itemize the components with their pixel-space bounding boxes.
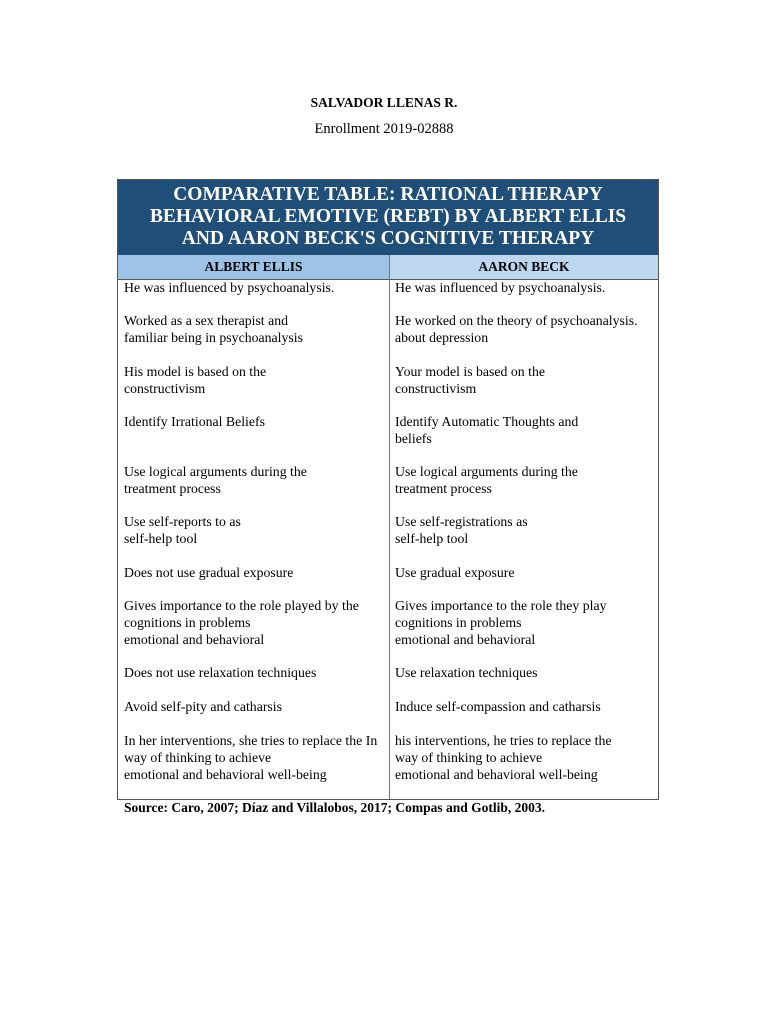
author-name: SALVADOR LLENAS R. (310, 95, 458, 110)
table-cell-beck (395, 514, 528, 548)
cell-line: Gives importance to the role they play (395, 598, 607, 613)
cell-line: Use self-reports to as (124, 514, 241, 529)
cell-line: emotional and behavioral (124, 631, 265, 647)
table-title-line: BEHAVIORAL EMOTIVE (REBT) BY ALBERT ELLIS (149, 206, 627, 227)
cell-line: He worked on the theory of psychoanalysis. (395, 313, 638, 328)
table-cell-ellis (124, 565, 293, 582)
cell-line: way of thinking to achieve (395, 749, 543, 765)
cell-line: Worked as a sex therapist and (124, 313, 289, 328)
table-cell-beck (395, 733, 611, 783)
cell-line: Avoid self-pity and catharsis (124, 699, 282, 714)
cell-line: In her interventions, she tries to replace the In (124, 733, 378, 748)
cell-line: cognitions in problems (124, 614, 251, 630)
cell-line: His model is based on the (124, 364, 267, 379)
table-title-line: COMPARATIVE TABLE: RATIONAL THERAPY (173, 184, 603, 205)
cell-line: emotional and behavioral well-being (395, 766, 598, 782)
cell-line: Does not use gradual exposure (124, 565, 294, 580)
cell-line: self-help tool (395, 530, 469, 546)
table-cell-beck (395, 364, 545, 398)
table-cell-beck (395, 313, 638, 347)
table-cell-ellis (124, 414, 265, 431)
cell-line: Use relaxation techniques (395, 665, 538, 680)
cell-line: Use self-registrations as (395, 514, 528, 529)
column-header-ellis: ALBERT ELLIS (118, 255, 389, 280)
cell-line: treatment process (395, 480, 492, 496)
table-cell-beck (395, 598, 607, 648)
cell-line: treatment process (124, 480, 221, 496)
cell-line: Identify Irrational Beliefs (124, 414, 265, 429)
cell-line: Your model is based on the (395, 364, 545, 379)
table-cell-ellis (124, 364, 266, 398)
column-header-beck: AARON BECK (390, 255, 658, 280)
cell-line: way of thinking to achieve (124, 749, 272, 765)
cell-line: familiar being in psychoanalysis (124, 329, 303, 345)
table-title-line: AND AARON BECK'S COGNITIVE THERAPY (181, 228, 595, 249)
table-cell-beck (395, 699, 601, 716)
cell-line: constructivism (395, 380, 477, 396)
column-divider (389, 255, 390, 799)
cell-line: He was influenced by psychoanalysis. (124, 280, 335, 295)
table-cell-ellis (124, 699, 282, 716)
cell-line: emotional and behavioral well-being (124, 766, 327, 782)
cell-line: Use logical arguments during the (395, 464, 578, 479)
cell-line: constructivism (124, 380, 206, 396)
cell-line: cognitions in problems (395, 614, 522, 630)
table-cell-beck (395, 565, 515, 582)
table-cell-ellis (124, 665, 316, 682)
table-cell-ellis (124, 514, 241, 548)
table-cell-beck (395, 665, 538, 682)
cell-line: his interventions, he tries to replace the (395, 733, 612, 748)
cell-line: Induce self-compassion and catharsis (395, 699, 601, 714)
comparison-table (117, 179, 659, 800)
cell-line: Gives importance to the role played by the (124, 598, 359, 613)
cell-line: Use logical arguments during the (124, 464, 307, 479)
table-cell-ellis (124, 464, 307, 498)
enrollment-number: Enrollment 2019-02888 (314, 121, 454, 137)
source-citation: Source: Caro, 2007; Díaz and Villalobos, 2017; Compas and Gotlib, 2003. (124, 800, 546, 815)
table-cell-ellis (124, 598, 359, 648)
table-cell-ellis (124, 280, 334, 297)
cell-line: self-help tool (124, 530, 198, 546)
cell-line: Use gradual exposure (395, 565, 515, 580)
table-cell-beck (395, 280, 605, 297)
cell-line: Identify Automatic Thoughts and (395, 414, 579, 429)
cell-line: He was influenced by psychoanalysis. (395, 280, 606, 295)
table-title (118, 180, 658, 255)
cell-line: about depression (395, 329, 489, 345)
table-cell-beck (395, 414, 578, 448)
table-cell-ellis (124, 733, 377, 783)
table-cell-ellis (124, 313, 303, 347)
cell-line: beliefs (395, 430, 432, 446)
cell-line: emotional and behavioral (395, 631, 536, 647)
table-cell-beck (395, 464, 578, 498)
cell-line: Does not use relaxation techniques (124, 665, 317, 680)
